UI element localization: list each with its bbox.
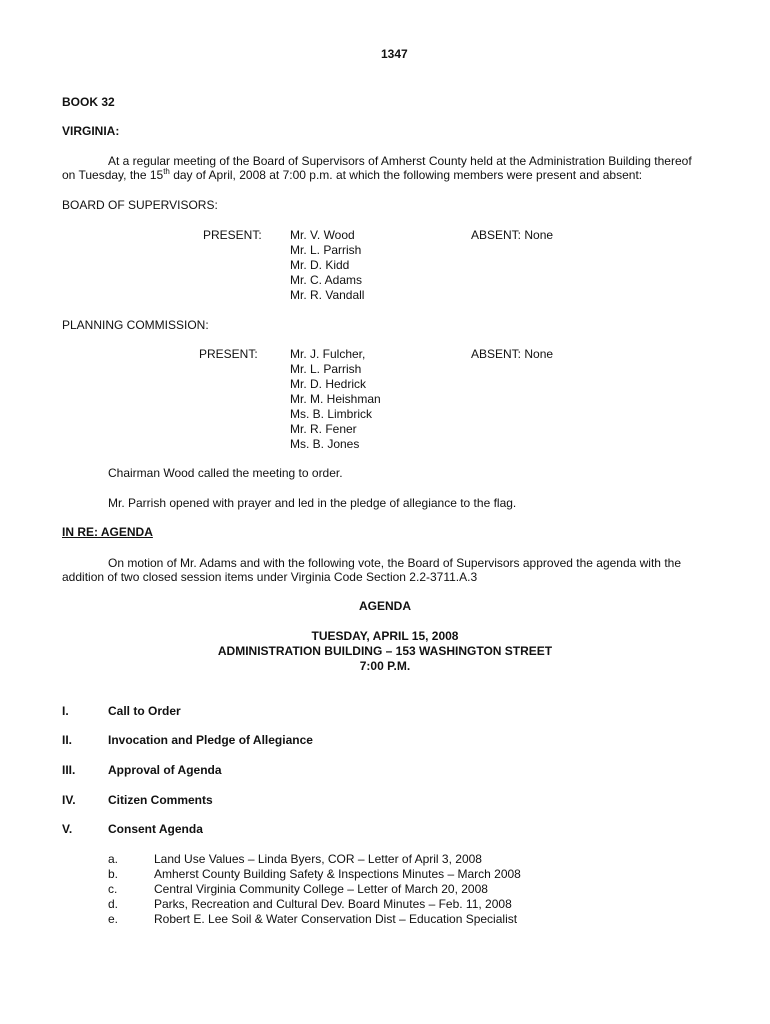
book-number: BOOK 32 — [62, 95, 115, 109]
board-member: Mr. D. Kidd — [290, 258, 350, 272]
agenda-item-number: V. — [62, 822, 73, 836]
intro-line-2-start: on Tuesday, the 15 — [62, 168, 164, 182]
called-to-order-text: Chairman Wood called the meeting to order. — [108, 466, 343, 480]
board-present-label: PRESENT: — [203, 228, 262, 242]
in-re-heading: IN RE: AGENDA — [62, 525, 153, 539]
consent-items-list — [154, 852, 521, 927]
agenda-item-number: I. — [62, 704, 69, 718]
motion-line-2: addition of two closed session items under Virginia Code Section 2.2-3711.A.3 — [62, 570, 478, 584]
agenda-item-label: Invocation and Pledge of Allegiance — [108, 733, 313, 747]
consent-item-letter: b. — [108, 867, 119, 881]
board-member: Mr. C. Adams — [290, 273, 363, 287]
agenda-item-label: Approval of Agenda — [108, 763, 222, 777]
planning-member: Mr. D. Hedrick — [290, 377, 367, 391]
consent-item-text: Amherst County Building Safety & Inspections Minutes – March 2008 — [154, 867, 521, 881]
planning-member: Mr. M. Heishman — [290, 392, 381, 406]
agenda-item-label: Call to Order — [108, 704, 181, 718]
board-member: Mr. L. Parrish — [290, 243, 362, 257]
consent-item-text: Land Use Values – Linda Byers, COR – Letter of April 3, 2008 — [154, 852, 482, 866]
consent-item-letter: e. — [108, 912, 119, 926]
agenda-title: AGENDA — [358, 599, 411, 613]
agenda-item-number: III. — [62, 763, 76, 777]
consent-item-letter: d. — [108, 897, 119, 911]
planning-member: Mr. R. Fener — [290, 422, 357, 436]
planning-member: Ms. B. Jones — [290, 437, 360, 451]
motion-line-1: On motion of Mr. Adams and with the following vote, the Board of Supervisors approved the agenda with the — [108, 556, 681, 570]
consent-item-letter: c. — [108, 882, 118, 896]
intro-line-2-end: day of April, 2008 at 7:00 p.m. at which the following members were present and absent: — [169, 168, 643, 182]
consent-item-text: Central Virginia Community College – Letter of March 20, 2008 — [154, 882, 488, 896]
page-number: 1347 — [381, 47, 408, 61]
intro-line-2 — [62, 168, 642, 183]
agenda-item-number: IV. — [62, 793, 76, 807]
consent-item-text: Parks, Recreation and Cultural Dev. Board Minutes – Feb. 11, 2008 — [154, 897, 512, 911]
board-absent-label: ABSENT: None — [471, 228, 554, 242]
agenda-date: TUESDAY, APRIL 15, 2008 — [311, 629, 459, 643]
agenda-location: ADMINISTRATION BUILDING – 153 WASHINGTON STREET — [217, 644, 553, 658]
consent-item-letter: a. — [108, 852, 119, 866]
prayer-text: Mr. Parrish opened with prayer and led in the pledge of allegiance to the flag. — [108, 496, 517, 510]
date-ordinal-suffix: th — [163, 167, 170, 176]
state-heading: VIRGINIA: — [62, 124, 120, 138]
planning-member: Mr. L. Parrish — [290, 362, 362, 376]
consent-item-text: Robert E. Lee Soil & Water Conservation Dist – Education Specialist — [154, 912, 518, 926]
planning-member: Mr. J. Fulcher, — [290, 347, 366, 361]
planning-members-list — [290, 347, 381, 452]
agenda-item-label: Citizen Comments — [108, 793, 213, 807]
board-member: Mr. V. Wood — [290, 228, 355, 242]
board-members-list — [290, 228, 364, 303]
planning-heading: PLANNING COMMISSION: — [62, 318, 209, 332]
board-heading: BOARD OF SUPERVISORS: — [62, 198, 218, 212]
agenda-time: 7:00 P.M. — [359, 659, 411, 673]
agenda-item-number: II. — [62, 733, 73, 747]
consent-letters — [108, 852, 118, 927]
agenda-item-label: Consent Agenda — [108, 822, 203, 836]
planning-present-label: PRESENT: — [199, 347, 258, 361]
planning-member: Ms. B. Limbrick — [290, 407, 373, 421]
planning-absent-label: ABSENT: None — [471, 347, 554, 361]
board-member: Mr. R. Vandall — [290, 288, 365, 302]
intro-line-1: At a regular meeting of the Board of Supervisors of Amherst County held at the Administration Building thereof — [108, 154, 692, 168]
